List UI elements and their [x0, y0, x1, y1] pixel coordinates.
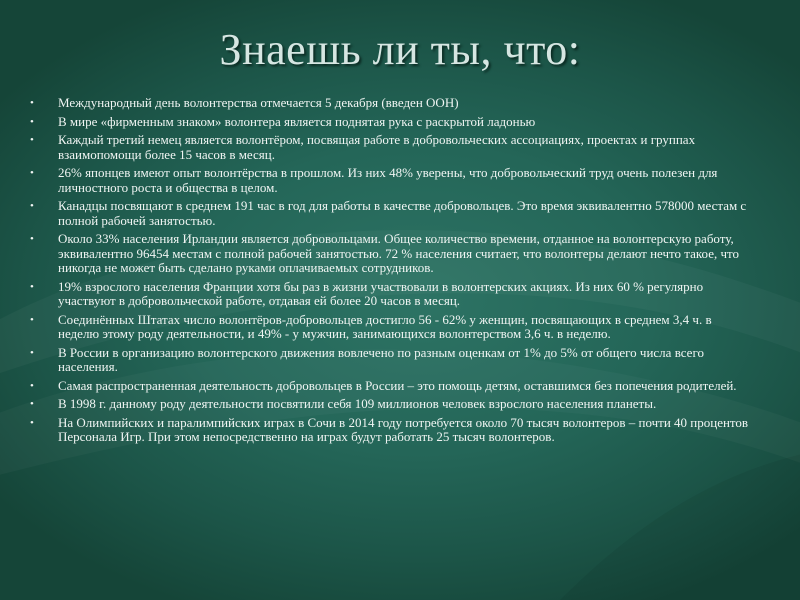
bullet-icon: •	[30, 346, 34, 359]
fact-text: В мире «фирменным знаком» волонтера является поднятая рука с раскрытой ладонью	[58, 113, 536, 129]
bullet-icon: •	[30, 416, 34, 429]
fact-text: В 1998 г. данному роду деятельности посвятили себя 109 миллионов человек взрослого населения планеты.	[58, 396, 657, 411]
facts-content	[28, 96, 750, 449]
fact-text: Канадцы посвящают в среднем 191 час в год для работы в качестве добровольцев. Это время эквивалентно 578000 местам с полной рабочей занятостью.	[58, 198, 747, 228]
bullet-icon: •	[30, 200, 34, 212]
bullet-icon: •	[30, 398, 34, 410]
list-item	[28, 115, 750, 130]
fact-text: 26% японцев имеют опыт волонтёрства в прошлом. Из них 48% уверены, что добровольческий труд очень полезен для личностного роста и общества в целом.	[58, 165, 718, 195]
list-item	[28, 379, 750, 394]
list-item	[28, 166, 750, 195]
list-item	[28, 416, 750, 445]
fact-text: 19% взрослого населения Франции хотя бы раз в жизни участвовали в волонтерских акциях. Из них 60 % регулярно участвуют в добровольческой работе, отдавая ей более 20 часов в месяц.	[58, 278, 704, 308]
facts-list	[28, 96, 750, 445]
list-item	[28, 346, 750, 375]
fact-text: Около 33% населения Ирландии является добровольцами. Общее количество времени, отданное на волонтерскую работу, эквивалентно 96454 местам с полной рабочей занятостью. 72 % населения считает, что волонтеры делают нечто такое, что никогда не может быть сделано руками оплачиваемых сотрудников.	[58, 231, 740, 275]
slide-title: Знаешь ли ты, что:	[219, 25, 581, 74]
bullet-icon: •	[30, 167, 34, 179]
bullet-icon: •	[30, 313, 34, 326]
fact-text: В России в организацию волонтерского движения вовлечено по разным оценкам от 1% до 5% от общего числа всего населения.	[58, 344, 704, 374]
bullet-icon: •	[30, 379, 34, 392]
fact-text: Соединённых Штатах число волонтёров-добровольцев достигло 56 - 62% у женщин, посвящающих в среднем 3,4 ч. в неделю этому роду деятельности, и 49% - у мужчин, занимающихся волонтерством 3,6 ч. в неделю.	[58, 311, 712, 341]
list-item	[28, 232, 750, 276]
fact-text: Самая распространенная деятельность добровольцев в России – это помощь детям, оставшимся без попечения родителей.	[58, 377, 737, 393]
list-item	[28, 280, 750, 309]
swoosh-curve-right	[560, 450, 800, 600]
list-item	[28, 133, 750, 162]
list-item	[28, 397, 750, 412]
bullet-icon: •	[30, 280, 34, 293]
fact-text: На Олимпийских и паралимпийских играх в Сочи в 2014 году потребуется около 70 тысяч волонтеров – почти 40 процентов Персонала Игр. При этом непосредственно на играх будут работать 25 тысяч волонтеров.	[58, 414, 749, 444]
bullet-icon: •	[30, 115, 34, 128]
bullet-icon: •	[30, 134, 34, 146]
list-item	[28, 199, 750, 228]
bullet-icon: •	[30, 233, 34, 245]
list-item	[28, 96, 750, 111]
fact-text: Международный день волонтерства отмечается 5 декабря (введен ООН)	[58, 95, 459, 110]
bullet-icon: •	[30, 97, 34, 109]
list-item	[28, 313, 750, 342]
fact-text: Каждый третий немец является волонтёром, посвящая работе в добровольческих ассоциациях, проектах и группах взаимопомощи более 15 часов в месяц.	[58, 132, 696, 162]
